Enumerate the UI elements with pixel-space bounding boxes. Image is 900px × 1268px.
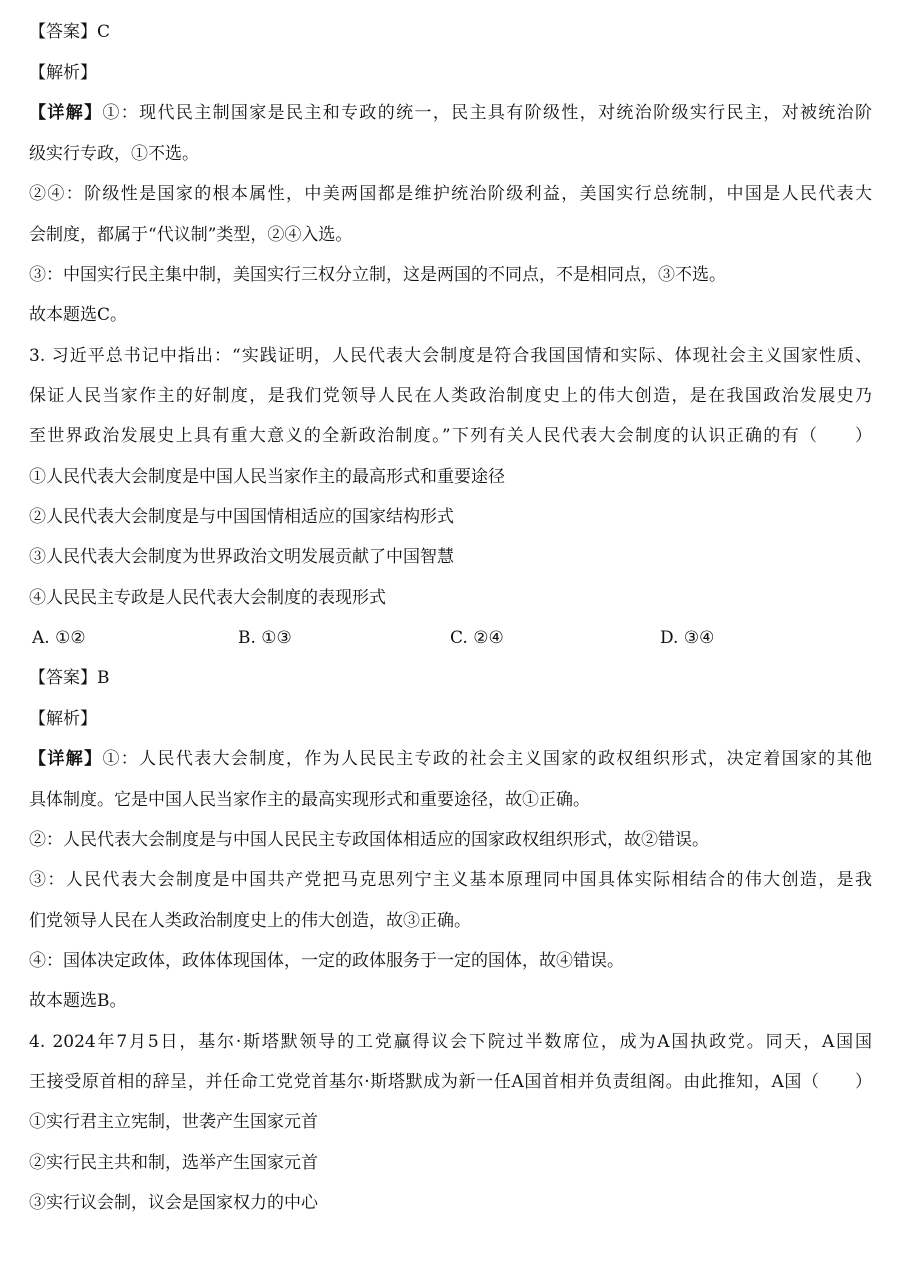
q4-stem-line-2: 王接受原首相的辞呈，并任命工党党首基尔·斯塔默成为新一任A国首相并负责组阁。由此推知，A国（ ） xyxy=(29,1072,872,1092)
q2-detail-line-4: 会制度，都属于“代议制”类型，②④入选。 xyxy=(29,225,353,245)
q3-stem-line-1: 3. 习近平总书记中指出：“实践证明，人民代表大会制度是符合我国国情和实际、体现社会主义国家性质、 xyxy=(29,346,872,366)
q3-item-4: ④人民民主专政是人民代表大会制度的表现形式 xyxy=(29,588,386,608)
q2-detail-tag: 【详解】 xyxy=(29,103,103,123)
q4-item-2: ②实行民主共和制，选举产生国家元首 xyxy=(29,1153,318,1173)
q3-option-c: C. ②④ xyxy=(450,628,504,648)
q3-detail-text-1a: ①：人民代表大会制度，作为人民民主专政的社会主义国家的政权组织形式，决定着国家的其他 xyxy=(102,749,873,769)
q3-detail-line-1 xyxy=(29,748,872,770)
q3-item-1: ①人民代表大会制度是中国人民当家作主的最高形式和重要途径 xyxy=(29,467,505,487)
q2-detail-line-1 xyxy=(29,102,872,124)
q3-stem-line-2: 保证人民当家作主的好制度，是我们党领导人民在人类政治制度史上的伟大创造，是在我国政治发展史乃 xyxy=(29,386,872,406)
q2-detail-line-2: 级实行专政，①不选。 xyxy=(29,144,199,164)
q3-detail-line-3: ②：人民代表大会制度是与中国人民民主专政国体相适应的国家政权组织形式，故②错误。 xyxy=(29,830,709,850)
q3-option-d: D. ③④ xyxy=(660,628,715,648)
q3-option-b: B. ①③ xyxy=(238,628,292,648)
q3-detail-line-5: 们党领导人民在人类政治制度史上的伟大创造，故③正确。 xyxy=(29,911,471,931)
q2-detail-line-5: ③：中国实行民主集中制，美国实行三权分立制，这是两国的不同点，不是相同点，③不选。 xyxy=(29,265,726,285)
q2-analysis-heading: 【解析】 xyxy=(29,63,97,83)
q2-detail-text-1a: ①：现代民主制国家是民主和专政的统一，民主具有阶级性，对统治阶级实行民主，对被统治阶 xyxy=(102,103,873,123)
q4-item-3: ③实行议会制，议会是国家权力的中心 xyxy=(29,1193,318,1213)
q3-detail-line-4: ③：人民代表大会制度是中国共产党把马克思列宁主义基本原理同中国具体实际相结合的伟大创造，是我 xyxy=(29,870,872,890)
q3-conclusion: 故本题选B。 xyxy=(29,991,127,1011)
q2-detail-line-3: ②④：阶级性是国家的根本属性，中美两国都是维护统治阶级利益，美国实行总统制，中国是人民代表大 xyxy=(29,184,872,204)
q3-item-3: ③人民代表大会制度为世界政治文明发展贡献了中国智慧 xyxy=(29,547,454,567)
q3-analysis-heading: 【解析】 xyxy=(29,709,97,729)
q3-answer: 【答案】B xyxy=(29,668,110,688)
q3-option-a: A. ①② xyxy=(32,628,86,648)
q3-detail-tag: 【详解】 xyxy=(29,749,103,769)
q2-answer: 【答案】C xyxy=(29,22,111,42)
q3-stem-line-3: 至世界政治发展史上具有重大意义的全新政治制度。”下列有关人民代表大会制度的认识正确的有（ ） xyxy=(29,426,872,446)
q3-item-2: ②人民代表大会制度是与中国国情相适应的国家结构形式 xyxy=(29,507,454,527)
q3-detail-line-2: 具体制度。它是中国人民当家作主的最高实现形式和重要途径，故①正确。 xyxy=(29,790,590,810)
q2-conclusion: 故本题选C。 xyxy=(29,305,128,325)
q4-stem-line-1: 4. 2024年7月5日，基尔·斯塔默领导的工党赢得议会下院过半数席位，成为A国执政党。同天，A国国 xyxy=(29,1032,872,1052)
q4-item-1: ①实行君主立宪制，世袭产生国家元首 xyxy=(29,1112,318,1132)
q3-detail-line-6: ④：国体决定政体，政体体现国体，一定的政体服务于一定的国体，故④错误。 xyxy=(29,951,624,971)
